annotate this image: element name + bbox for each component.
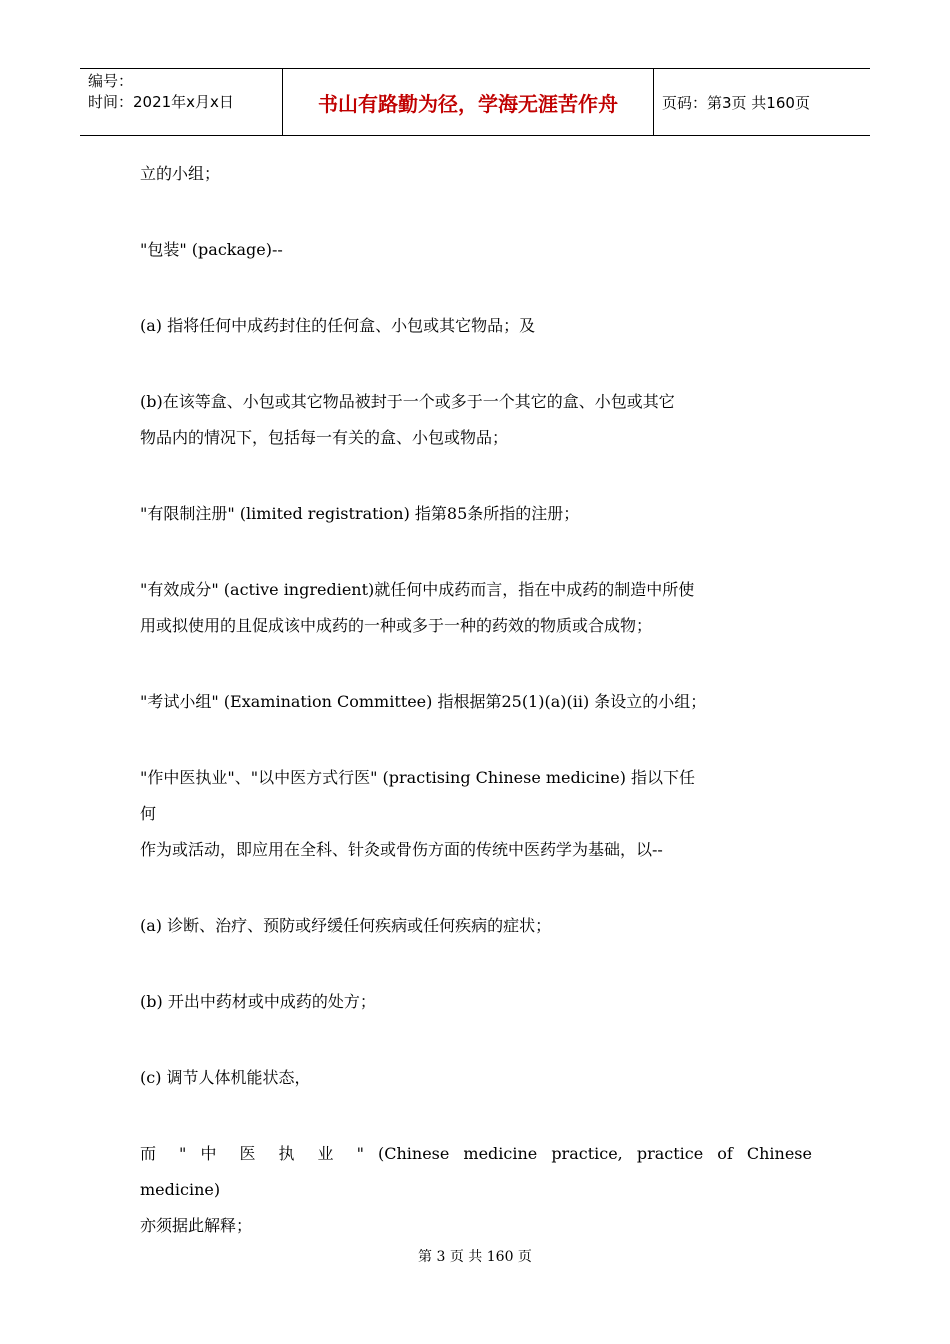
document-body: [140, 156, 812, 1284]
header-meta: [80, 69, 282, 135]
document-number-label: 编号：: [88, 72, 134, 90]
paragraph: [140, 156, 812, 192]
text-line: 用或拟使用的且促成该中成药的一种或多于一种的药效的物质或合成物；: [140, 616, 653, 635]
text-line: "考试小组" (Examination Committee) 指根据第25(1)(a)(ii) 条设立的小组；: [140, 692, 707, 711]
text-line: (c) 调节人体机能状态，: [140, 1068, 311, 1087]
text-line: "包装" (package)--: [140, 240, 283, 259]
paragraph: [140, 1060, 812, 1096]
paragraph: [140, 1136, 812, 1244]
text-line: 立的小组；: [140, 164, 221, 183]
text-line: "作中医执业"、"以中医方式行医" (practising Chinese medicine) 指以下任: [140, 768, 696, 787]
text-line: (b) 开出中药材或中成药的处方；: [140, 992, 376, 1011]
paragraph: [140, 384, 812, 456]
header-page-info: 页码：第3页 共160页: [662, 93, 810, 112]
text-line: (a) 诊断、治疗、预防或纾缓任何疾病或任何疾病的症状；: [140, 916, 552, 935]
text-line: (b)在该等盒、小包或其它物品被封于一个或多于一个其它的盒、小包或其它: [140, 392, 675, 411]
text-line: "有效成分" (active ingredient)就任何中成药而言，指在中成药的制造中所使: [140, 580, 695, 599]
header-motto: 书山有路勤为径，学海无涯苦作舟: [282, 69, 654, 135]
paragraph: [140, 684, 812, 720]
text-line: "有限制注册" (limited registration) 指第85条所指的注册；: [140, 504, 580, 523]
paragraph: [140, 908, 812, 944]
text-line: medicine): [140, 1180, 221, 1199]
paragraph: [140, 760, 812, 868]
text-line: 作为或活动，即应用在全科、针灸或骨伤方面的传统中医药学为基础，以--: [140, 840, 663, 859]
document-time-label: 时间：2021年x月x日: [88, 93, 234, 111]
page-header: [80, 68, 870, 136]
paragraph: [140, 308, 812, 344]
text-line: 而 " 中 医 执 业 " (Chinese medicine practice, practice of Chinese: [140, 1144, 812, 1163]
paragraph: [140, 984, 812, 1020]
text-line: (a) 指将任何中成药封住的任何盒、小包或其它物品；及: [140, 316, 536, 335]
text-line: 物品内的情况下，包括每一有关的盒、小包或物品；: [140, 428, 509, 447]
paragraph: [140, 496, 812, 532]
paragraph: [140, 572, 812, 644]
text-line: 亦须据此解释；: [140, 1216, 253, 1235]
text-line: 何: [140, 804, 157, 823]
page-footer: 第 3 页 共 160 页: [418, 1249, 532, 1265]
paragraph: [140, 232, 812, 268]
